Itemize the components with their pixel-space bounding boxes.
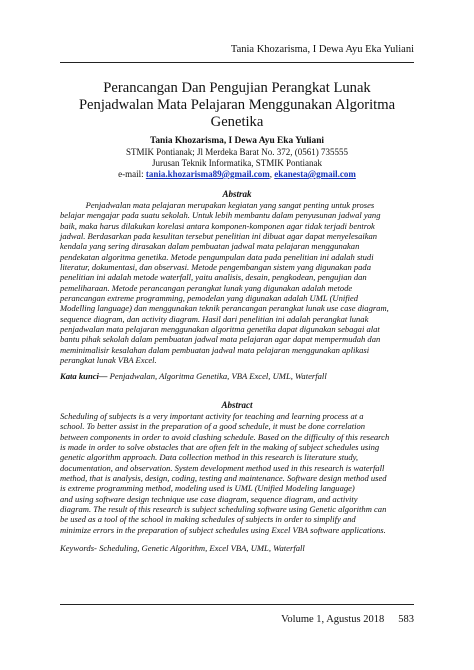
abstrak-line: penelitian ini adalah metode waterfall, yaitu analisis, desain, pengkodean, pengujian dan (60, 272, 367, 283)
author-block (60, 136, 414, 180)
abstrak-line: perancangan extreme programming, pemodelan yang digunakan adalah UML (Unified (60, 293, 359, 304)
abstract-line: be used as a tool of the school in making schedules of subjects in order to simplify and (60, 514, 356, 525)
volume-info: Volume 1, Agustus 2018 (281, 614, 385, 625)
abstrak-line: literatur, dokumentasi, dan observasi. Metode pengembangan sistem yang digunakan pada (60, 262, 371, 273)
abstrak-line: penjadwalan mata pelajaran menggunakan algoritma genetika dapat digunakan sebagai alat (60, 324, 380, 335)
abstract-line: diagram. The result of this research is subject scheduling software using Genetic algorithm can (60, 504, 387, 515)
abstract-line: Scheduling of subjects is a very important activity for teaching and learning process at a (60, 411, 364, 421)
abstrak-line: meminimalisir kesalahan dalam pembuatan jadwal mata pelajaran menggunakan aplikasi (60, 344, 370, 355)
affiliation-2: Jurusan Teknik Informatika, STMIK Pontianak (152, 158, 322, 168)
email-label: e-mail: (118, 169, 146, 179)
paper-title (60, 80, 414, 131)
kata-kunci-values: Penjadwalan, Algoritma Genetika, VBA Excel, UML, Waterfall (107, 371, 327, 381)
abstract-line: method, that is analysis, design, coding, testing and maintenance. Software design method used (60, 473, 387, 484)
abstrak-line: perangkat lunak VBA Excel. (60, 355, 157, 366)
abstract-line: is made in order to solve obstacles that are often felt in the making of subject schedules using (60, 442, 380, 453)
email-separator: , (269, 169, 275, 179)
abstract-body (60, 411, 414, 535)
abstract-line: is extreme programming method, modeling used is UML (Unified Modeling language) (60, 483, 355, 494)
email-link-1[interactable]: tania.khozarisma89@gmail.com (145, 169, 270, 179)
title-line: Genetika (210, 114, 264, 130)
abstrak-line: baik, maka harus dilakukan korelasi antara komponen-komponen agar tidak terjadi bentrok (60, 220, 375, 231)
kata-kunci (60, 371, 414, 381)
keywords-label: Keywords- (60, 543, 97, 553)
page-footer (281, 614, 414, 625)
title-line: Penjadwalan Mata Pelajaran Menggunakan Algoritma (78, 97, 396, 113)
abstrak-line: pemeliharaan. Metode perancangan perangkat lunak yang digunakan adalah metode (60, 282, 353, 293)
running-head: Tania Khozarisma, I Dewa Ayu Eka Yuliani (230, 44, 414, 55)
kata-kunci-label: Kata kunci— (60, 371, 108, 381)
abstrak-line: kendala yang sering dirasakan dalam pembuatan jadwal mata pelajaran menggunakan (60, 241, 360, 252)
abstract-line: genetic algorithm approach. Data collection method in this research is literature study, (60, 452, 359, 463)
abstract-line: between components in order to avoid clashing schedule. Based on the difficulty of this research (60, 431, 390, 442)
abstract-line: documentation, and observation. System development method used in this research is waterfall (60, 462, 385, 473)
title-line: Perancangan Dan Pengujian Perangkat Lunak (103, 80, 371, 96)
abstrak-line: jadwal. Berdasarkan pada kesulitan tersebut penelitian ini dibuat agar dapat menyelesaikan (60, 231, 378, 242)
abstract-heading: Abstract (221, 400, 253, 410)
abstrak-line: Modelling language) dan menggunakan teknik perancangan perangkat lunak use case diagram, (60, 303, 389, 314)
abstract-line: minimize errors in the preparation of subject schedules using Excel VBA software applications. (60, 524, 386, 535)
email-link-2[interactable]: ekanesta@gmail.com (274, 169, 356, 179)
affiliation-1: STMIK Pontianak; Jl Merdeka Barat No. 372, (0561) 735555 (126, 147, 348, 157)
abstrak-line: pendekatan algoritma genetika. Metode pengumpulan data pada penelitian ini adalah studi (60, 251, 374, 262)
keywords-values: Scheduling, Genetic Algorithm, Excel VBA, UML, Waterfall (96, 543, 305, 553)
header-rule (60, 62, 414, 63)
email-line (60, 169, 414, 180)
footer-rule (60, 604, 414, 605)
abstrak-line: bantu pihak sekolah dalam pembuatan jadwal mata pelajaran agar dapat mempermudah dan (60, 334, 381, 345)
abstrak-heading: Abstrak (222, 189, 252, 199)
author-names: Tania Khozarisma, I Dewa Ayu Eka Yuliani (149, 136, 325, 146)
abstrak-line: belajar mengajar pada suatu sekolah. Untuk lebih membantu dalam penyusunan jadwal yang (60, 210, 381, 221)
abstract-line: and using software design technique use case diagram, sequence diagram, and activity (60, 493, 358, 504)
abstrak-line: sequence diagram, dan activity diagram. Hasil dari penelitian ini adalah perangkat lunak (60, 313, 369, 324)
abstrak-line: Penjadwalan mata pelajaran merupakan kegiatan yang sangat penting untuk proses (60, 200, 375, 210)
abstrak-body (60, 200, 414, 366)
keywords (60, 543, 414, 553)
abstract-line: school. To better assist in the preparation of a good schedule, it must be done correlation (60, 421, 366, 432)
page-number: 583 (398, 614, 414, 625)
